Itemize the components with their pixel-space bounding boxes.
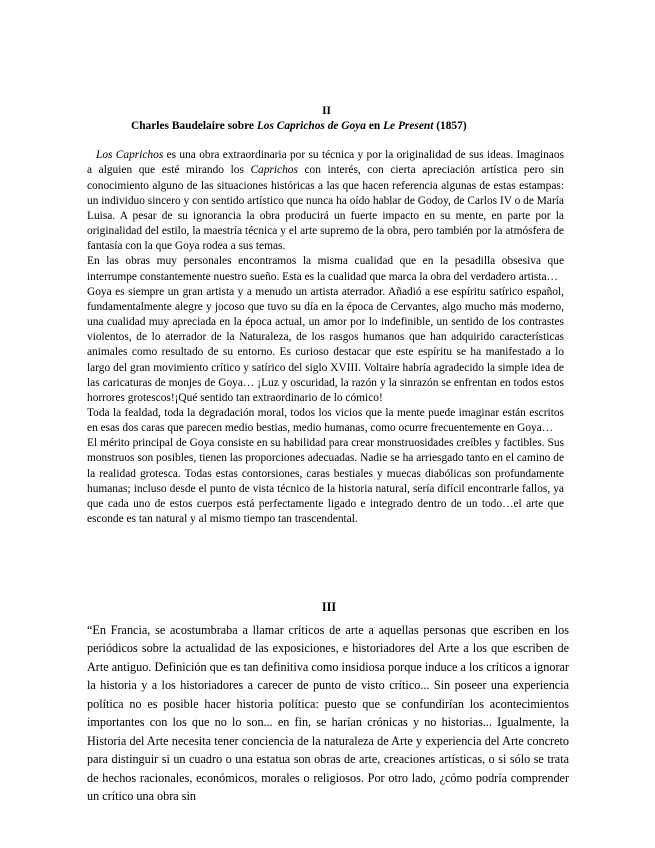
paragraph: “En Francia, se acostumbraba a llamar críticos de arte a aquellas personas que escriben en los periódicos sobre la actualidad de las exposiciones, e historiadores del Arte a los que escriben de Arte antiguo. Definición que es tan definitiva como insidiosa porque induce a los críticos a ignorar la historia y a los historiadores a carecer de punto de visto crítico... Sin poseer una experiencia política no es posible hacer historia política: puesto que se confundirían los acontecimientos importantes con los que no lo son... en fin, se harían crónicas y no historias... Igualmente, la Historia del Arte necesita tener conciencia de la naturaleza de Arte y experiencia del Arte concreto para distinguir si un cuadro o una estatua son obras de arte, creaciones artísticas, o si sólo se trata de hechos racionales, económicos, morales o religiosos. Por otro lado, ¿cómo podría comprender un crítico una obra sin xyxy=(87,622,569,804)
section-numeral: III xyxy=(321,600,337,614)
paragraph xyxy=(87,148,564,254)
section-heading xyxy=(87,119,564,134)
section-ii xyxy=(87,104,564,527)
italic-text: Caprichos xyxy=(250,164,298,177)
heading-venue: Le Present xyxy=(383,120,434,133)
paragraph: Toda la fealdad, toda la degradación moral, todos los vicios que la mente puede imaginar están escritos en esas dos caras que parecen medio bestias, medio humanas, como ocurre frecuentemente en Goya… xyxy=(87,406,564,435)
italic-text: Los Caprichos xyxy=(96,149,164,162)
paragraph-text: es una obra extraordinaria por su técnica y por la originalidad de sus ideas. Imaginaos a alguien que esté mirando los xyxy=(87,149,564,177)
heading-middle: en xyxy=(366,120,384,133)
heading-suffix: (1857) xyxy=(433,120,467,133)
paragraph: El mérito principal de Goya consiste en su habilidad para crear monstruosidades creíbles y factibles. Sus monstruos son posibles, tienen las proporciones adecuadas. Nadie se ha arriesgado tanto en el camino de la realidad grotesca. Todas estas contorsiones, caras bestiales y muecas diabólicas son profundamente humanas; incluso desde el punto de vista técnico de la historia natural, sería difícil encontrarle fallos, ya que cada uno de estos cuerpos está perfectamente ligado e integrado dentro de un todo…el arte que esconde es tan natural y al mismo tiempo tan trascendental. xyxy=(87,437,564,526)
paragraph-text: con interés, con cierta apreciación artística pero sin conocimiento alguno de las situaciones históricas a las que hacen referencia algunas de estas estampas: un individuo sincero y con sentido artístico que nunca ha oído hablar de Godoy, de Carlos IV o de María Luisa. A pesar de su ignorancia la obra producirá un fuerte impacto en su mente, en parte por la originalidad del estilo, la maestría técnica y el arte supremo de la obra, pero también por la atmósfera de fantasía con la que Goya rodea a sus temas. xyxy=(87,164,564,253)
section-numeral: II xyxy=(322,105,331,117)
heading-title: Los Caprichos de Goya xyxy=(256,120,366,133)
heading-prefix: Charles Baudelaire sobre xyxy=(131,120,257,133)
section-iii xyxy=(87,598,569,806)
paragraph: En las obras muy personales encontramos la misma cualidad que en la pesadilla obsesiva que interrumpe constantemente nuestro sueño. Esta es la cualidad que marca la obra del verdadero artista… xyxy=(87,255,564,283)
paragraph: Goya es siempre un gran artista y a menudo un artista aterrador. Añadió a ese espíritu satírico español, fundamentalmente alegre y jocoso que tuvo su día en la época de Cervantes, algo mucho más moderno, una cualidad muy apreciada en la época actual, un amor por lo indefinible, un sentido de los contrastes violentos, de lo aterrador de la Naturaleza, de los rasgos humanos que han adquirido características animales como resultado de su entorno. Es curioso destacar que este espíritu se ha manifestado a lo largo del gran movimiento crítico y satírico del siglo XVIII. Voltaire habría agradecido la simple idea de las caricaturas de monjes de Goya… ¡Luz y oscuridad, la razón y la sinrazón se enfrentan en todos estos horrores grotescos!¡Qué sentido tan extraordinario de lo cómico! xyxy=(87,285,564,404)
